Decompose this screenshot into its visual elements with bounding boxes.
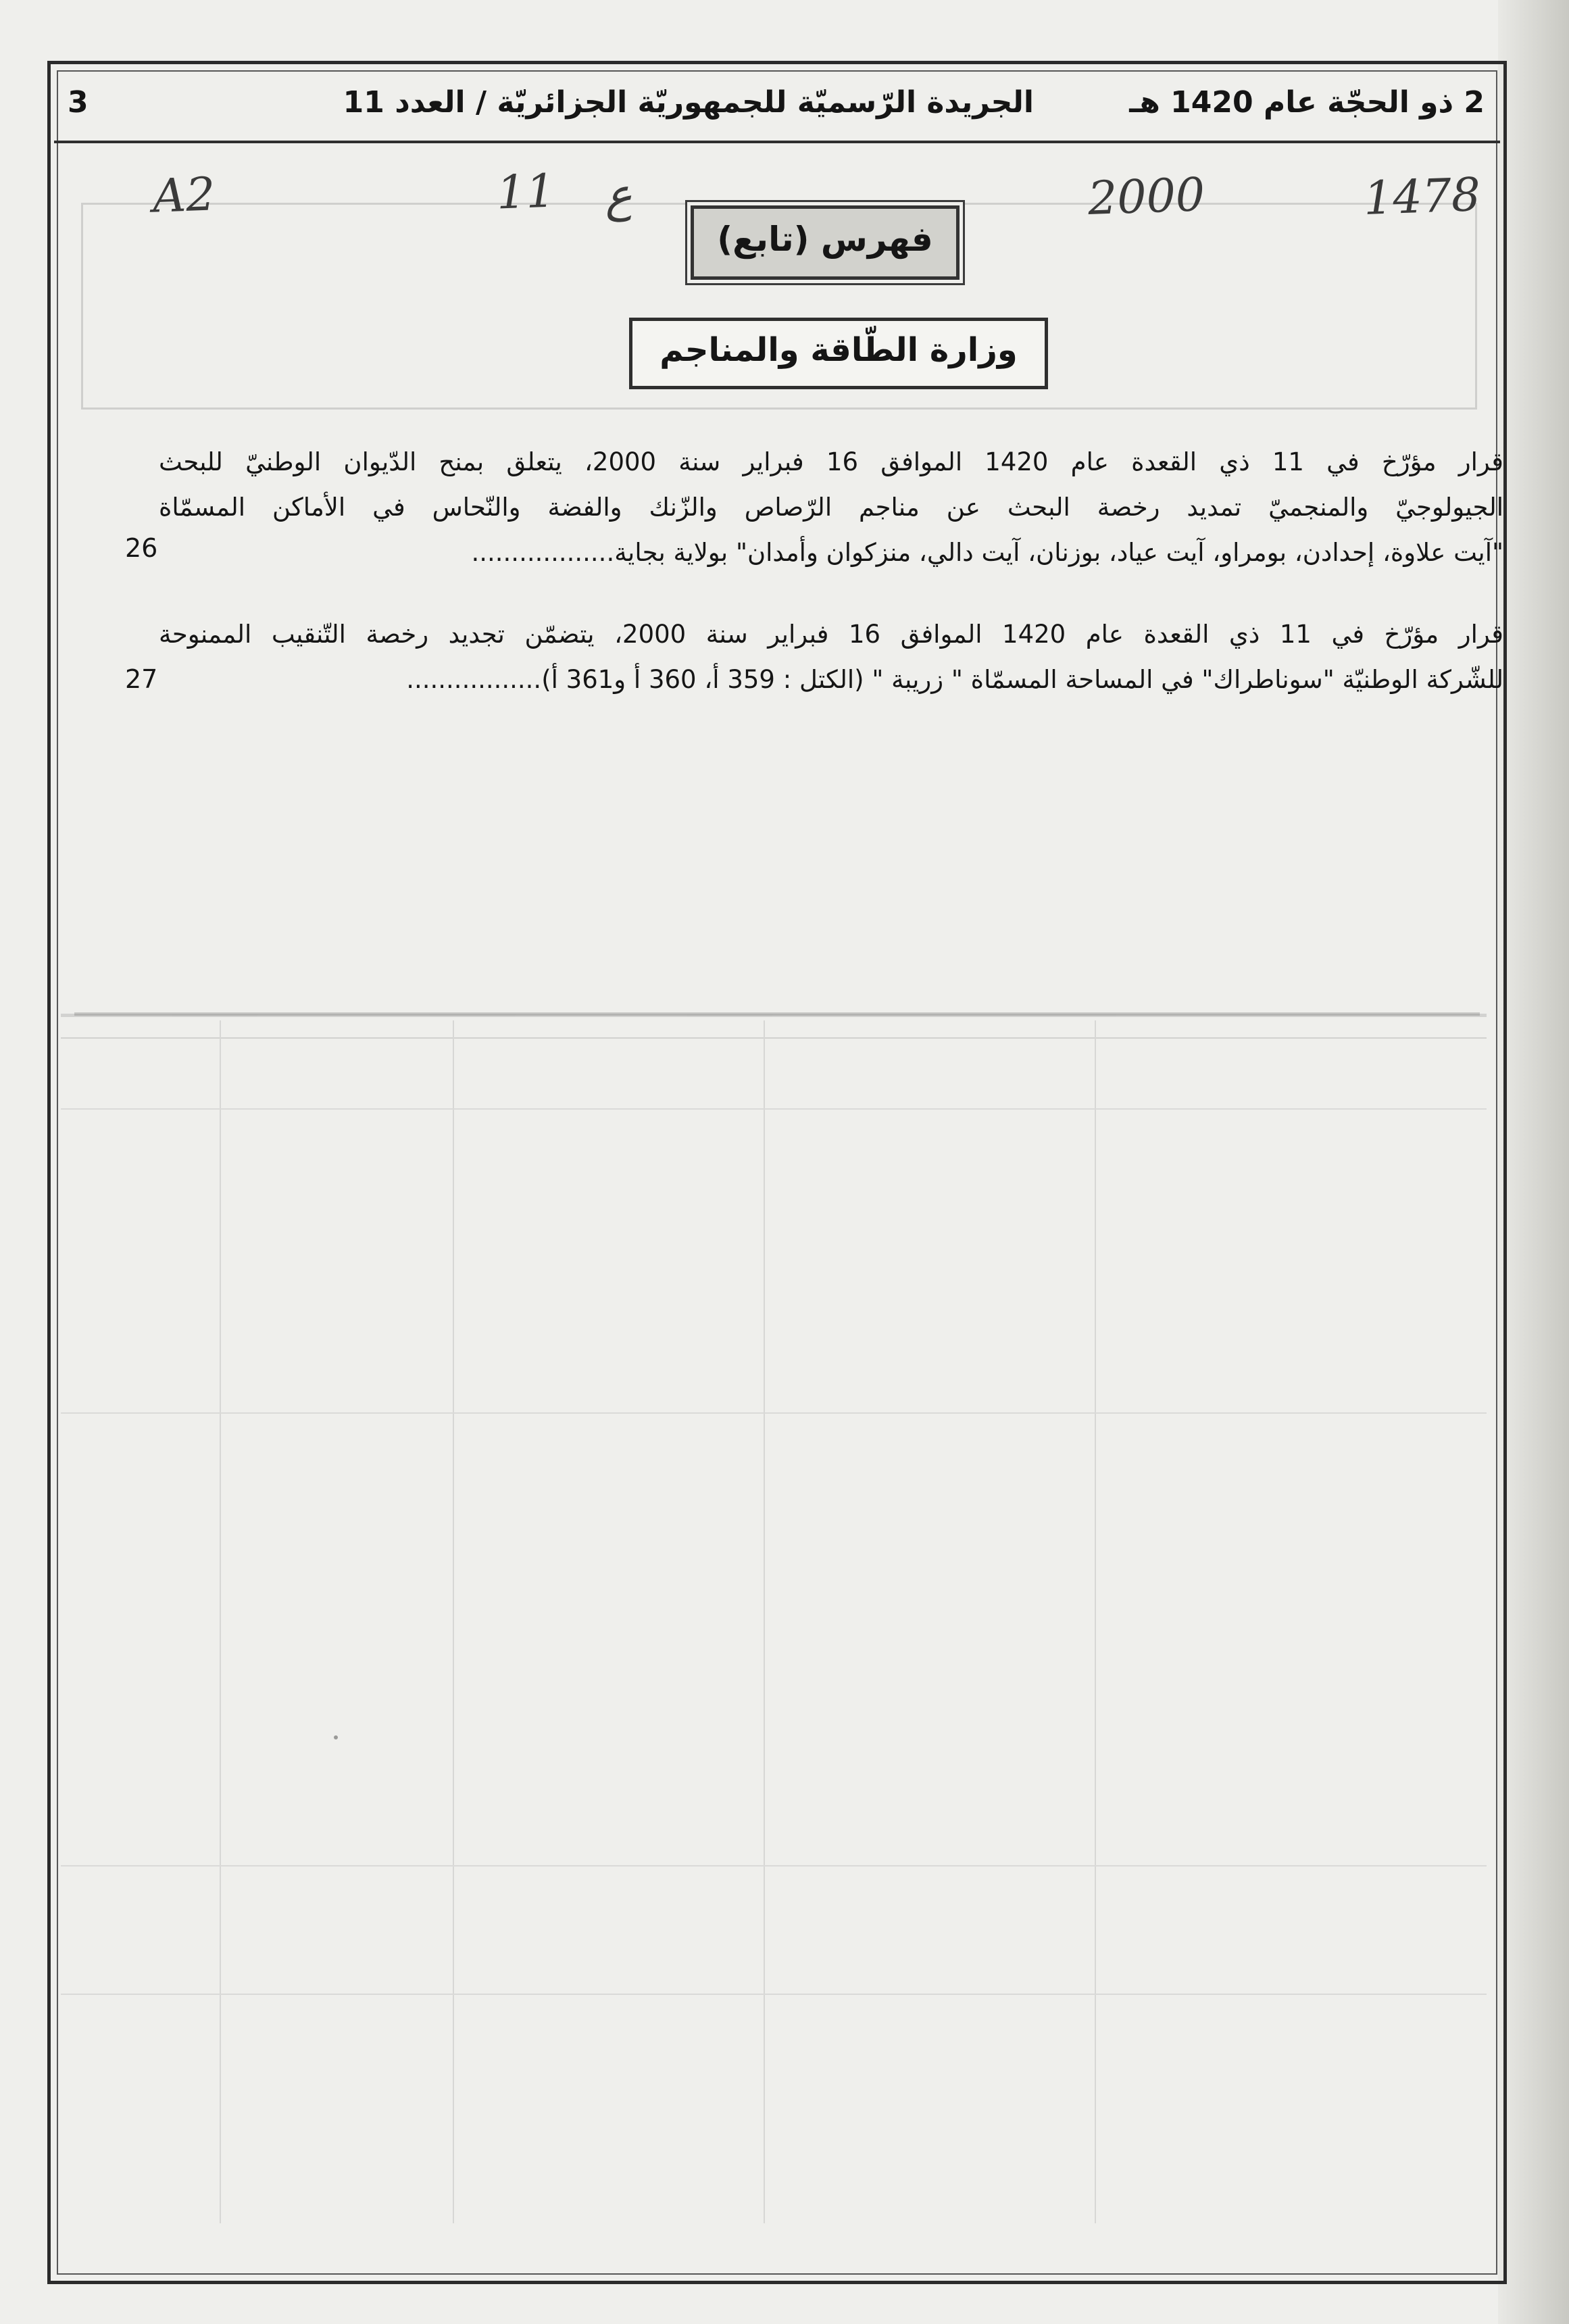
index-entry-1-line-3: "آيت علاوة، إحدادن، بومراو، آيت عياد، بوزنان، آيت دالي، منزكوان وأمدان" بولاية بجاية.................. bbox=[471, 538, 1503, 567]
header-journal-title: الجريدة الرّسميّة للجمهوريّة الجزائريّة / العدد 11 bbox=[343, 85, 1034, 120]
show-through-rule bbox=[74, 1012, 1480, 1016]
handwritten-note-left: A2 bbox=[151, 168, 216, 224]
index-entry-1 bbox=[159, 439, 1503, 578]
page-frame-inner bbox=[57, 70, 1497, 2275]
handwritten-note-ain: ع bbox=[603, 168, 633, 223]
handwritten-note-year: 2000 bbox=[1087, 168, 1206, 226]
index-entry-1-line-1: قرار مؤرّخ في 11 ذي القعدة عام 1420 الموافق 16 فبراير سنة 2000، يتعلق بمنح الدّيوان الوطنيّ للبحث bbox=[159, 447, 1503, 476]
ministry-title: وزارة الطّاقة والمناجم bbox=[659, 331, 1018, 369]
speck bbox=[334, 1735, 338, 1739]
index-entry-1-page: 26 bbox=[125, 533, 158, 563]
index-entry-2-page: 27 bbox=[125, 664, 158, 694]
header-page-number: 3 bbox=[68, 85, 89, 120]
index-entry-1-line-2: الجيولوجيّ والمنجميّ تمديد رخصة البحث عن مناجم الرّصاص والزّنك والفضة والنّحاس في الأماكن المسمّاة bbox=[159, 493, 1503, 522]
index-entry-2-line-1: قرار مؤرّخ في 11 ذي القعدة عام 1420 الموافق 16 فبراير سنة 2000، يتضمّن تجديد رخصة التّنقيب الممنوحة bbox=[159, 620, 1503, 649]
page-edge-shadow bbox=[1498, 0, 1569, 2324]
index-entry-2 bbox=[159, 612, 1503, 710]
handwritten-note-middle: 11 bbox=[495, 164, 556, 220]
header-date: 2 ذو الحجّة عام 1420 هـ bbox=[1129, 85, 1485, 120]
index-entry-2-line-2-text: للشّركة الوطنيّة "سوناطراك" في المساحة المسمّاة " زريبة " (الكتل : 359 أ، 360 أ و361 أ) bbox=[541, 665, 1503, 694]
index-entry-2-line-2: للشّركة الوطنيّة "سوناطراك" في المساحة المسمّاة " زريبة " (الكتل : 359 أ، 360 أ و361 أ)................. bbox=[406, 665, 1503, 694]
index-entry-1-line-3-text: "آيت علاوة، إحدادن، بومراو، آيت عياد، بوزنان، آيت دالي، منزكوان وأمدان" بولاية بجاية bbox=[614, 538, 1503, 567]
handwritten-note-right: 1478 bbox=[1362, 168, 1482, 226]
index-title: فهرس (تابع) bbox=[717, 220, 933, 259]
